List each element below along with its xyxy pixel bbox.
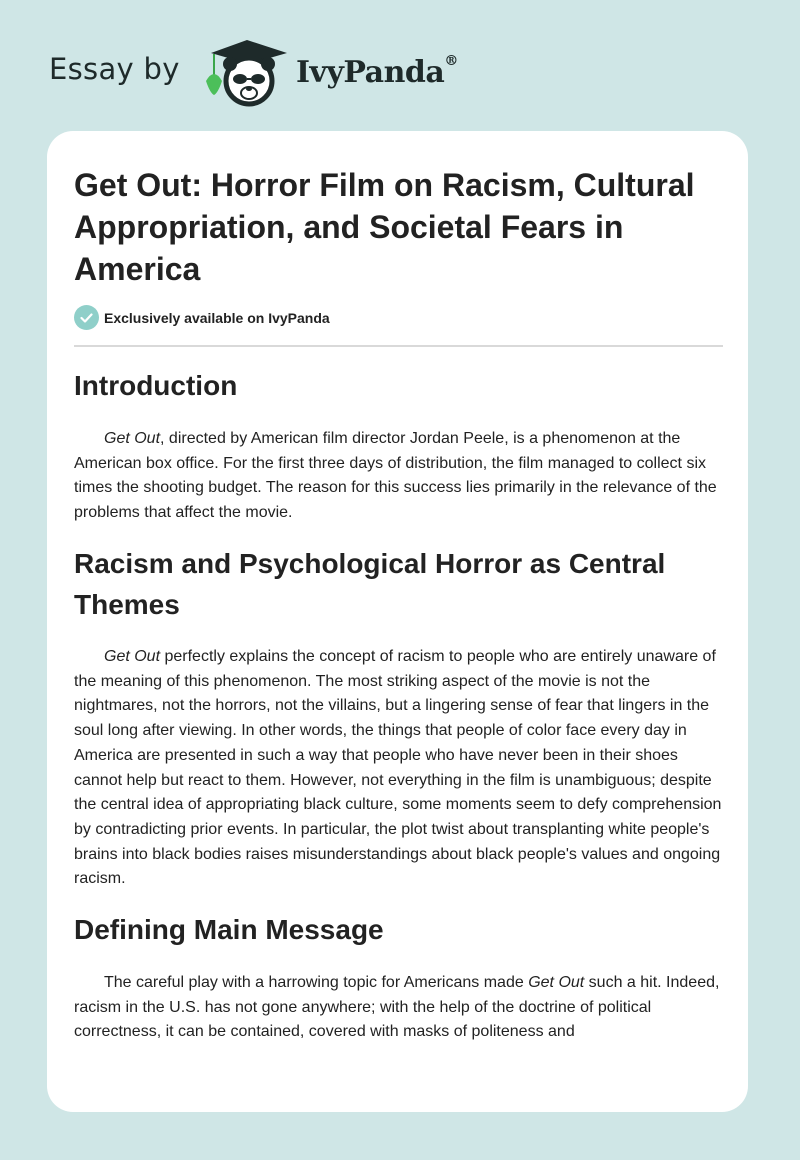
check-circle-icon xyxy=(74,305,99,330)
paragraph-text: , directed by American film director Jordan Peele, is a phenomenon at the American box office. For the first three days of distribution, the film managed to collect six times the shooting budget. The reason for this success lies primarily in the relevance of the problems that affect the movie. xyxy=(74,430,717,522)
paragraph-racism xyxy=(74,645,724,892)
panda-graduate-icon[interactable] xyxy=(203,37,291,107)
section-heading-main-message: Defining Main Message xyxy=(74,914,384,945)
badge-text: Exclusively available on IvyPanda xyxy=(104,309,330,326)
section-heading-racism: Racism and Psychological Horror as Central Themes xyxy=(74,548,666,620)
exclusive-badge xyxy=(74,305,330,330)
essay-by-label: Essay by xyxy=(49,52,180,86)
essay-card xyxy=(47,131,748,1112)
paragraph-text: The careful play with a harrowing topic for Americans made xyxy=(104,974,529,991)
brand-text: IvyPanda xyxy=(296,55,445,90)
divider xyxy=(74,345,723,347)
paragraph-main-message xyxy=(74,971,724,1045)
registered-mark: ® xyxy=(444,53,458,69)
section-heading-introduction: Introduction xyxy=(74,370,238,401)
page-title: Get Out: Horror Film on Racism, Cultural Appropriation, and Societal Fears in America xyxy=(74,167,695,287)
paragraph-text: perfectly explains the concept of racism to people who are entirely unaware of the meaning of this phenomenon. The most striking aspect of the movie is not the nightmares, not the horrors, not the villains, but a lingering sense of fear that lingers in the soul long after viewing. In other words, the things that people of color face every day in America are presented in such a way that people who have never been in their shoes cannot help but react to them. However, not everything in the film is unambiguous; despite the central idea of appropriating black culture, some moments seem to defy comprehension by contradicting prior events. In particular, the plot twist about transplanting white people's brains into black bodies raises misunderstandings about black people's values and ongoing racism. xyxy=(74,648,722,888)
paragraph-text: such a hit. Indeed, racism in the U.S. has not gone anywhere; with the help of the doctrine of political correctness, it can be contained, covered with masks of politeness and xyxy=(74,974,720,1041)
paragraph-introduction xyxy=(74,427,724,526)
brand-name[interactable] xyxy=(296,55,458,90)
italic-film-title: Get Out xyxy=(104,648,161,665)
italic-film-title: Get Out xyxy=(104,430,161,447)
italic-film-title: Get Out xyxy=(528,974,585,991)
site-header xyxy=(0,0,800,130)
